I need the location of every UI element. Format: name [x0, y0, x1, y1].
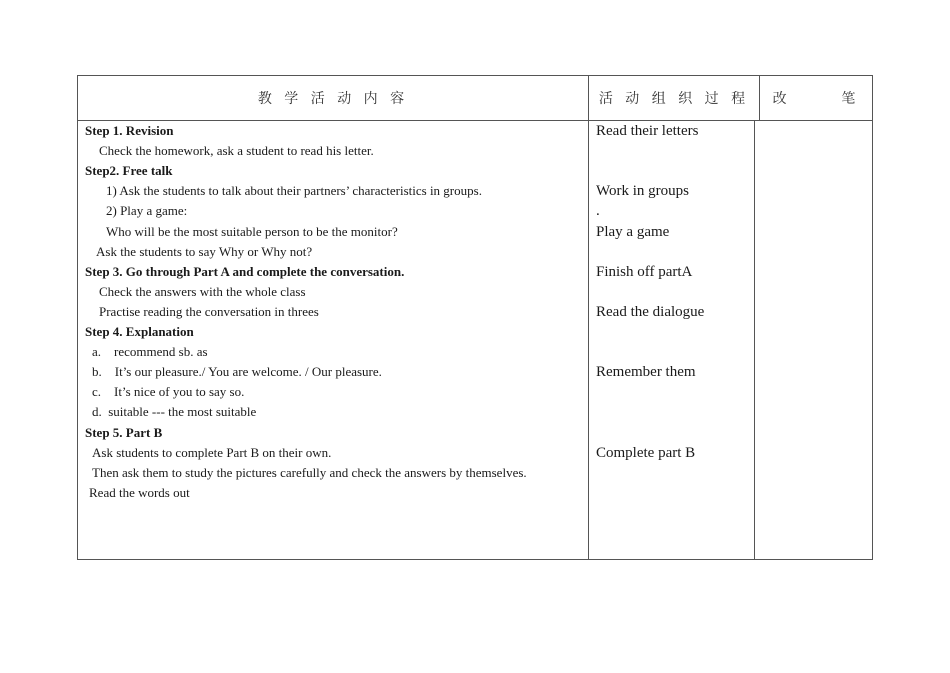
content-line: 1) Ask the students to talk about their partners’ characteristics in groups. — [106, 183, 482, 199]
step-heading: Step 1. Revision — [85, 123, 174, 138]
header-revision-notes: 改 笔 — [772, 91, 860, 107]
content-line: Check the answers with the whole class — [99, 283, 306, 299]
content-line: c. It’s nice of you to say so. — [92, 384, 245, 400]
content-line: a. recommend sb. as — [92, 344, 208, 360]
content-line: 2) Play a game: — [106, 203, 188, 219]
step-heading: Step 3. Go through Part A and complete the conversation. — [85, 263, 405, 279]
step-heading: Step2. Free talk — [85, 163, 173, 179]
activity-line: Read the dialogue — [596, 303, 705, 320]
content-line: Ask students to complete Part B on their own. — [92, 444, 332, 460]
step-heading: Step 5. Part B — [85, 424, 163, 440]
header-teaching-content: 教 学 活 动 内 容 — [257, 91, 409, 107]
activity-line: Finish off partA — [596, 263, 693, 280]
activity-line: Complete part B — [596, 444, 696, 461]
activity-line: Remember them — [596, 364, 696, 381]
body-column-divider-2 — [754, 120, 755, 559]
activity-line: Play a game — [596, 223, 670, 240]
content-line: b. It’s our pleasure./ You are welcome. / Our pleasure. — [92, 364, 382, 380]
column-divider-1 — [588, 76, 589, 559]
activity-line: Work in groups — [596, 183, 689, 200]
content-line: Read the words out — [89, 484, 190, 500]
content-line: Practise reading the conversation in threes — [99, 303, 319, 319]
content-line: Ask the students to say Why or Why not? — [96, 243, 313, 259]
step-heading: Step 4. Explanation — [85, 324, 194, 339]
content-line: Check the homework, ask a student to read his letter. — [99, 143, 374, 159]
activity-line: . — [596, 203, 600, 220]
content-line: Then ask them to study the pictures carefully and check the answers by themselves. — [92, 464, 527, 480]
header-activity-organization: 活 动 组 织 过 程 — [598, 91, 750, 107]
activity-line: Read their letters — [596, 123, 699, 139]
lesson-plan-table — [77, 75, 873, 560]
header-divider — [78, 120, 872, 121]
content-line: Who will be the most suitable person to be the monitor? — [106, 223, 398, 239]
content-line: d. suitable --- the most suitable — [92, 404, 257, 420]
